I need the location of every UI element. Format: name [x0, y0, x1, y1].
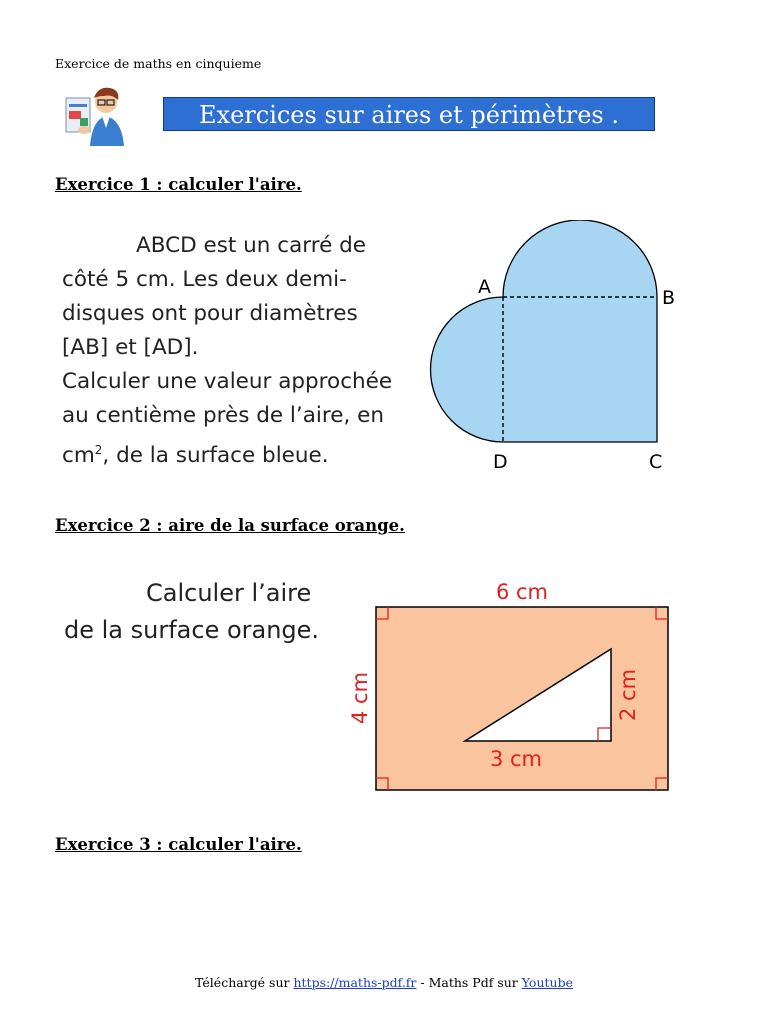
footer-middle: - Maths Pdf sur	[420, 975, 518, 990]
exercise-1-line-1: ABCD est un carré de	[136, 233, 367, 258]
page-subtitle: Exercice de maths en cinquieme	[55, 56, 262, 71]
footer-site-link[interactable]: https://maths-pdf.fr	[293, 975, 417, 990]
label-c: C	[649, 451, 663, 473]
exercise-1-line-5: Calculer une valeur approchée	[62, 369, 393, 394]
page-title: Exercices sur aires et périmètres .	[163, 97, 655, 131]
exercise-2-line-1: Calculer l’aire	[146, 579, 312, 607]
exercise-1-line-4: [AB] et [AD].	[62, 335, 199, 360]
rectangle-figure	[330, 570, 700, 800]
mascot-logo	[60, 84, 134, 146]
exercise-2-text	[64, 575, 319, 649]
unit-exponent: 2	[94, 443, 103, 457]
exercise-1-line-6: au centième près de l’aire, en	[62, 403, 385, 428]
exercise-1-line-2: côté 5 cm. Les deux demi-	[62, 267, 347, 292]
heart-figure	[420, 220, 700, 480]
exercise-2-line-2: de la surface orange.	[64, 616, 320, 644]
label-d: D	[493, 451, 508, 473]
label-4cm: 4 cm	[348, 671, 372, 725]
exercise-1-heading: Exercice 1 : calculer l'aire.	[55, 175, 302, 194]
page-footer	[0, 975, 768, 990]
footer-prefix: Téléchargé sur	[195, 975, 290, 990]
exercise-3-heading: Exercice 3 : calculer l'aire.	[55, 835, 302, 854]
exercise-2-heading: Exercice 2 : aire de la surface orange.	[55, 516, 405, 535]
label-2cm: 2 cm	[616, 668, 640, 722]
label-a: A	[478, 276, 491, 298]
label-6cm: 6 cm	[495, 580, 549, 604]
exercise-1-line-3: disques ont pour diamètres	[62, 301, 358, 326]
footer-youtube-link[interactable]: Youtube	[521, 975, 573, 990]
label-b: B	[662, 287, 676, 309]
exercise-1-line-7	[62, 433, 392, 473]
unit-cm: cm	[62, 443, 95, 469]
blue-surface	[431, 220, 658, 442]
label-3cm: 3 cm	[489, 747, 543, 771]
line-7-rest: , de la surface bleue.	[102, 443, 329, 469]
exercise-1-text	[62, 229, 392, 473]
